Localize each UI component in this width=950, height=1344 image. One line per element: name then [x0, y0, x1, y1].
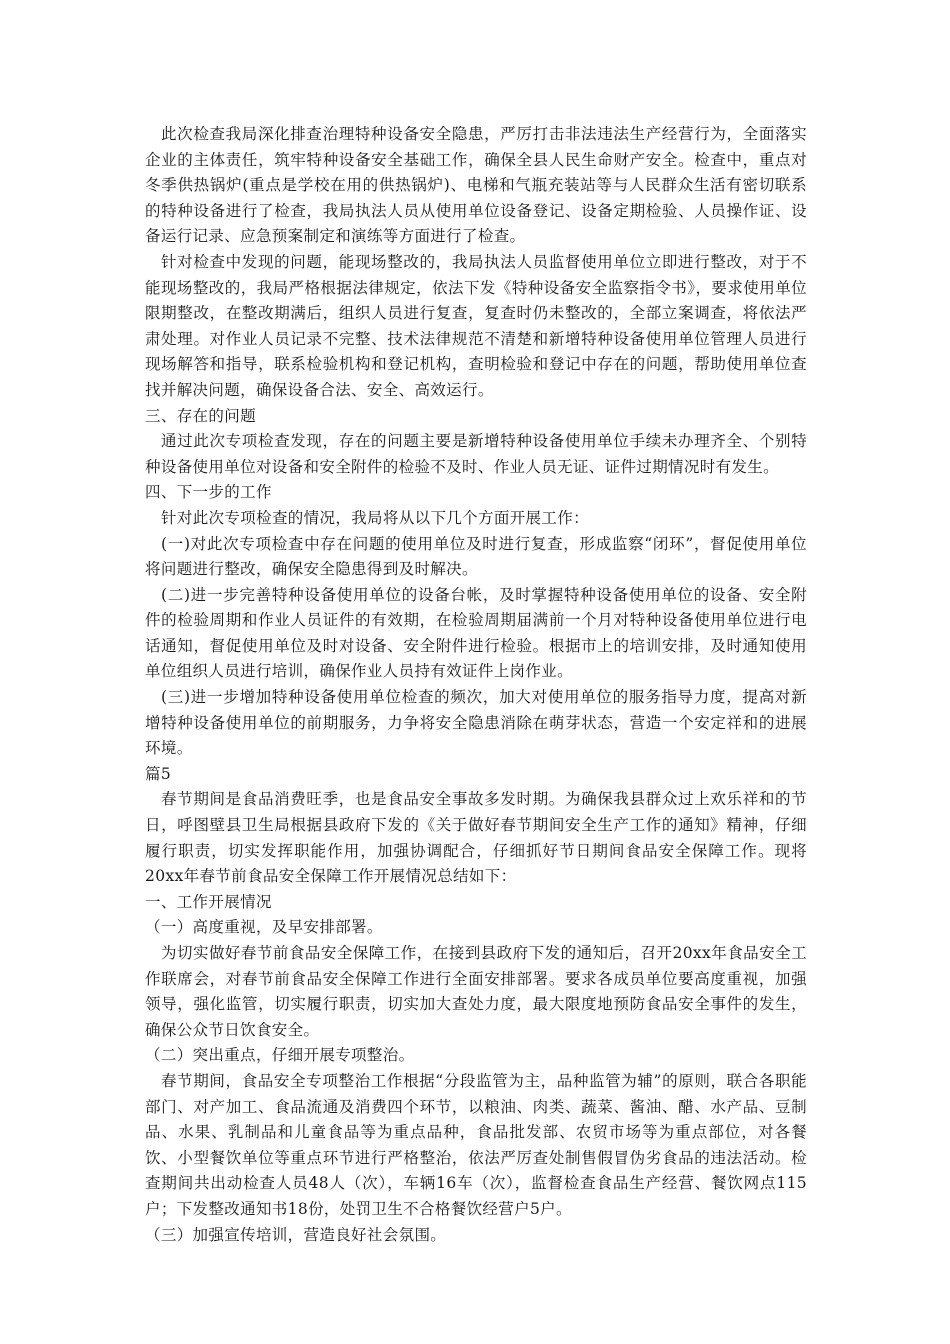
heading-work-status: 一、工作开展情况 — [145, 892, 272, 911]
heading-existing-problems: 三、存在的问题 — [145, 406, 256, 425]
subheading-special-rectification: （二）突出重点，仔细开展专项整治。 — [145, 1046, 415, 1065]
subheading-publicity-training: （三）加强宣传培训，营造良好社会氛围。 — [145, 1225, 447, 1244]
paragraph-next-steps-intro: 针对此次专项检查的情况，我局将从以下几个方面开展工作： — [161, 508, 589, 527]
paragraph-step-3: (三)进一步增加特种设备使用单位检查的频次，加大对使用单位的服务指导力度，提高对新增特种设备使用单位的前期服务，力争将安全隐患消除在萌芽状态，营造一个安定祥和的进展环境。 — [145, 688, 807, 758]
document-page — [145, 122, 807, 1248]
paragraph-rectification: 针对检查中发现的问题，能现场整改的，我局执法人员监督使用单位立即进行整改，对于不能现场整改的，我局严格根据法律规定，依法下发《特种设备安全监察指令书》，要求使用单位限期整改，在整改期满后，组织人员进行复查，复查时仍未整改的，全部立案调查，将依法严肃处理。对作业人员记录不完整、技术法律规范不清楚和新增特种设备使用单位管理人员进行现场解答和指导，联系检验机构和登记机构，查明检验和登记中存在的问题，帮助使用单位查找并解决问题，确保设备合法、安全、高效运行。 — [145, 252, 807, 399]
subheading-deployment: （一）高度重视，及早安排部署。 — [145, 918, 383, 937]
paragraph-special-rectification: 春节期间，食品安全专项整治工作根据“分段监管为主，品种监管为辅”的原则，联合各职能部门、对产加工、食品流通及消费四个环节，以粮油、肉类、蔬菜、酱油、醋、水产品、豆制品、水果、乳制品和儿童食品等为重点品种，食品批发部、农贸市场等为重点部位，对各餐饮、小型餐饮单位等重点环节进行严格整治，依法严厉查处制售假冒伪劣食品的违法活动。检查期间共出动检查人员48人（次），车辆16车（次），监督检查食品生产经营、餐饮网点115户；下发整改通知书18份，处罚卫生不合格餐饮经营户5户。 — [145, 1071, 807, 1218]
paragraph-deployment: 为切实做好春节前食品安全保障工作，在接到县政府下发的通知后，召开20xx年食品安全工作联席会，对春节前食品安全保障工作进行全面安排部署。要求各成员单位要高度重视，加强领导，强化监管，切实履行职责，切实加大查处力度，最大限度地预防食品安全事件的发生，确保公众节日饮食安全。 — [145, 944, 807, 1039]
paragraph-spring-festival-intro: 春节期间是食品消费旺季，也是食品安全事故多发时期。为确保我县群众过上欢乐祥和的节日，呼图壁县卫生局根据县政府下发的《关于做好春节期间安全生产工作的通知》精神，仔细履行职责，切实发挥职能作用，加强协调配合，仔细抓好节日期间食品安全保障工作。现将20xx年春节前食品安全保障工作开展情况总结如下： — [145, 790, 807, 886]
heading-section-5: 篇5 — [145, 764, 172, 783]
heading-next-steps: 四、下一步的工作 — [145, 483, 272, 502]
paragraph-step-1: (一)对此次专项检查中存在问题的使用单位及时进行复查，形成监察“闭环”，督促使用单位将问题进行整改，确保安全隐患得到及时解决。 — [145, 534, 807, 579]
paragraph-inspection-summary: 此次检查我局深化排查治理特种设备安全隐患，严厉打击非法违法生产经营行为，全面落实企业的主体责任，筑牢特种设备安全基础工作，确保全县人民生命财产安全。检查中，重点对冬季供热锅炉(重点是学校在用的供热锅炉)、电梯和气瓶充装站等与人民群众生活有密切联系的特种设备进行了检查，我局执法人员从使用单位设备登记、设备定期检验、人员操作证、设备运行记录、应急预案制定和演练等方面进行了检查。 — [145, 125, 807, 246]
paragraph-problems: 通过此次专项检查发现，存在的问题主要是新增特种设备使用单位手续未办理齐全、个别特种设备使用单位对设备和安全附件的检验不及时、作业人员无证、证件过期情况时有发生。 — [145, 432, 807, 476]
paragraph-step-2: (二)进一步完善特种设备使用单位的设备台帐，及时掌握特种设备使用单位的设备、安全附件的检验周期和作业人员证件的有效期，在检验周期届满前一个月对特种设备使用单位进行电话通知，督促使用单位及时对设备、安全附件进行检验。根据市上的培训安排，及时通知使用单位组织人员进行培训，确保作业人员持有效证件上岗作业。 — [145, 585, 807, 681]
